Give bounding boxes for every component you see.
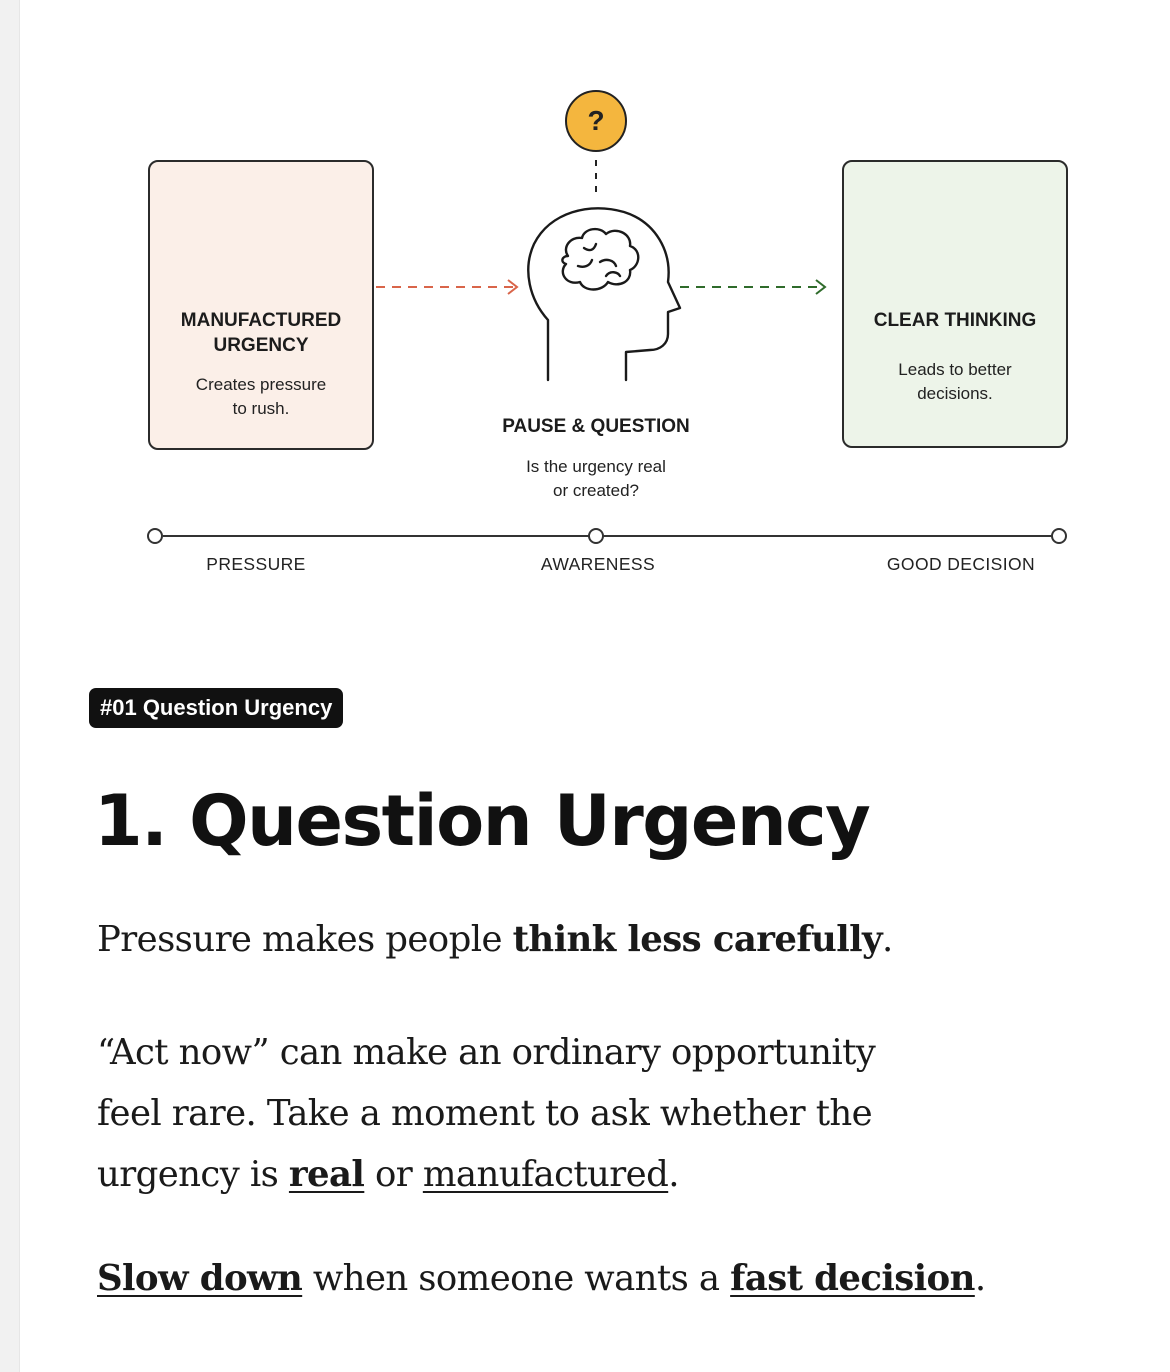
paragraph-3: Slow down when someone wants a fast decision.: [97, 1258, 986, 1299]
paragraph-2: “Act now” can make an ordinary opportunity feel rare. Take a moment to ask whether the urgency is real or manufactured.: [97, 1032, 876, 1195]
card-title: MANUFACTURED URGENCY: [180, 310, 342, 356]
pause-question-description: Is the urgency real or created?: [526, 457, 666, 500]
question-mark-label: ?: [587, 105, 605, 136]
timeline-label-good-decision: GOOD DECISION: [886, 554, 1036, 574]
emphasis-manufactured: manufactured: [422, 1154, 669, 1195]
timeline-label-pressure: PRESSURE: [206, 554, 306, 574]
manufactured-urgency-card: [148, 160, 374, 450]
card-description: Creates pressure to rush.: [195, 375, 327, 418]
card-title: CLEAR THINKING: [873, 310, 1037, 331]
timeline: [148, 529, 1066, 543]
pause-question-title: PAUSE & QUESTION: [502, 416, 690, 437]
section-tag: #01 Question Urgency: [89, 688, 343, 728]
page-title: 1. Question Urgency: [94, 780, 870, 862]
timeline-label-awareness: AWARENESS: [540, 554, 656, 574]
emphasis-real: real: [288, 1154, 365, 1195]
arrow-to-pause: [376, 280, 517, 294]
clear-thinking-card: [842, 160, 1068, 448]
card-description: Leads to better decisions.: [898, 360, 1012, 403]
paragraph-1: Pressure makes people think less carefully.: [97, 919, 893, 960]
emphasis-slow-down: Slow down: [97, 1258, 303, 1299]
emphasis-fast-decision: fast decision: [730, 1258, 975, 1299]
arrow-to-clear: [680, 280, 825, 294]
head-brain-icon: [528, 208, 680, 380]
